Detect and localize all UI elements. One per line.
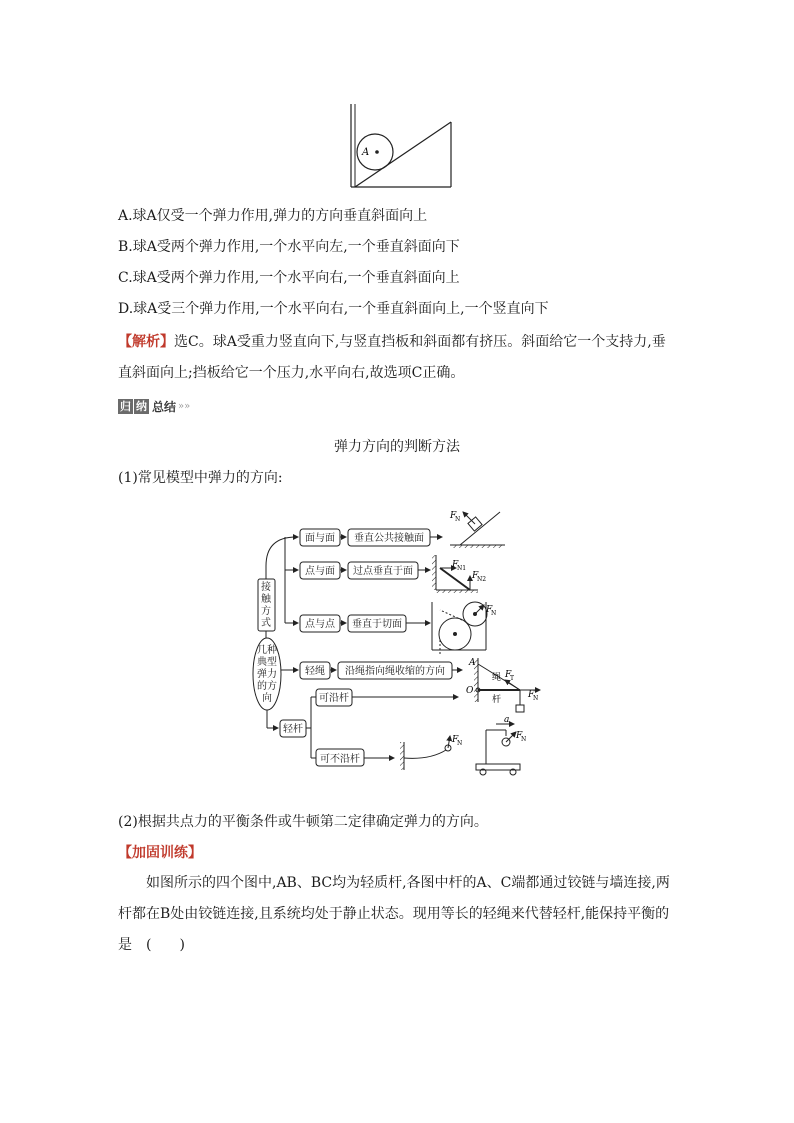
svg-text:F: F bbox=[452, 735, 459, 745]
svg-text:F: F bbox=[528, 690, 535, 700]
incline-figure bbox=[340, 100, 460, 192]
svg-text:的方: 的方 bbox=[257, 681, 277, 692]
summary-badge: 归 纳 总结 »» bbox=[120, 399, 191, 414]
svg-text:F: F bbox=[505, 670, 512, 680]
svg-text:绳: 绳 bbox=[492, 673, 502, 683]
svg-text:接: 接 bbox=[261, 582, 271, 593]
practice-line2: 杆都在B处由铰链连接,且系统均处于静止状态。现用等长的轻绳来代替轻杆,能保持平衡的 bbox=[118, 906, 670, 922]
result-1: 垂直公共接触面 bbox=[354, 533, 424, 544]
option-d: D.球A受三个弹力作用,一个水平向右,一个垂直斜面向上,一个竖直向下 bbox=[118, 301, 549, 317]
elastic-force-diagram bbox=[250, 500, 550, 790]
svg-text:F: F bbox=[516, 731, 523, 741]
svg-text:方: 方 bbox=[261, 606, 271, 617]
svg-text:弹力: 弹力 bbox=[257, 669, 277, 680]
svg-text:N: N bbox=[491, 610, 497, 617]
svg-text:T: T bbox=[510, 675, 515, 682]
svg-text:F: F bbox=[472, 571, 479, 581]
svg-text:触: 触 bbox=[261, 594, 271, 605]
result-2: 过点垂直于面 bbox=[353, 566, 413, 577]
svg-text:几种: 几种 bbox=[257, 645, 277, 656]
svg-text:式: 式 bbox=[261, 618, 271, 629]
section-title: 弹力方向的判断方法 bbox=[334, 439, 460, 455]
svg-text:A: A bbox=[469, 658, 476, 668]
svg-text:典型: 典型 bbox=[257, 657, 277, 668]
node-rod: 轻杆 bbox=[283, 724, 303, 735]
analysis-line2: 直斜面向上;挡板给它一个压力,水平向右,故选项C正确。 bbox=[118, 365, 465, 381]
option-b: B.球A受两个弹力作用,一个水平向左,一个垂直斜面向下 bbox=[118, 239, 460, 255]
option-a: A.球A仅受一个弹力作用,弹力的方向垂直斜面向上 bbox=[118, 208, 428, 224]
svg-text:F: F bbox=[486, 605, 493, 615]
svg-text:O: O bbox=[466, 686, 474, 696]
svg-text:F: F bbox=[450, 511, 457, 521]
node-not-along-rod: 可不沿杆 bbox=[320, 754, 360, 765]
svg-text:N: N bbox=[457, 740, 463, 747]
svg-text:N2: N2 bbox=[477, 576, 487, 583]
result-4: 沿绳指向绳收缩的方向 bbox=[345, 666, 445, 677]
analysis-tag: 【解析】 bbox=[118, 334, 174, 350]
result-3: 垂直于切面 bbox=[352, 619, 402, 630]
svg-text:N: N bbox=[521, 736, 527, 743]
node-face-face: 面与面 bbox=[305, 533, 335, 544]
svg-text:向: 向 bbox=[262, 693, 272, 704]
ball-label: A bbox=[362, 147, 370, 158]
analysis-line1: 【解析】选C。球A受重力竖直向下,与竖直挡板和斜面都有挤压。斜面给它一个支持力,垂 bbox=[118, 334, 666, 350]
svg-text:杆: 杆 bbox=[492, 695, 502, 705]
item-1: (1)常见模型中弹力的方向: bbox=[118, 470, 283, 486]
node-point-point: 点与点 bbox=[305, 619, 335, 630]
practice-tag: 【加固训练】 bbox=[118, 845, 202, 861]
node-point-face: 点与面 bbox=[305, 566, 335, 577]
item-2: (2)根据共点力的平衡条件或牛顿第二定律确定弹力的方向。 bbox=[118, 814, 488, 830]
svg-text:N: N bbox=[455, 516, 461, 523]
node-rope: 轻绳 bbox=[305, 666, 325, 677]
option-c: C.球A受两个弹力作用,一个水平向右,一个垂直斜面向上 bbox=[118, 270, 460, 286]
svg-text:a: a bbox=[504, 715, 510, 725]
practice-line3: 是 ( ) bbox=[118, 937, 185, 953]
practice-line1: 如图所示的四个图中,AB、BC均为轻质杆,各图中杆的A、C端都通过铰链与墙连接,两 bbox=[146, 875, 670, 891]
svg-text:N: N bbox=[533, 695, 539, 702]
svg-text:N1: N1 bbox=[457, 565, 467, 572]
svg-text:F: F bbox=[452, 560, 459, 570]
node-along-rod: 可沿杆 bbox=[319, 693, 349, 704]
